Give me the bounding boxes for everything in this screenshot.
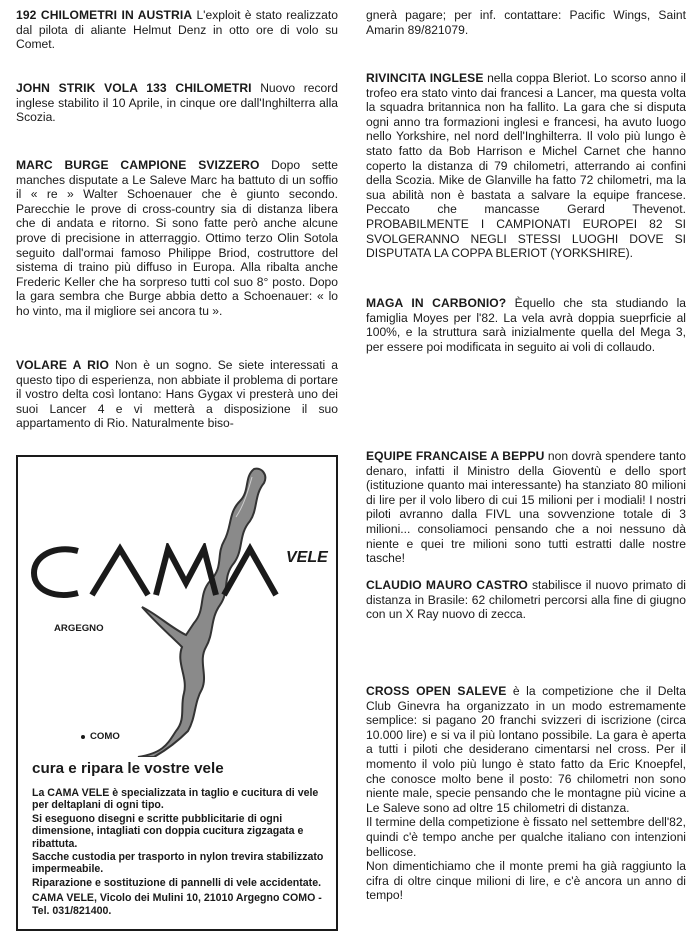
news-text: Il termine della competizione è fissato nel settembre dell'82, quindi c'è tempo anche per qualche italiano con intenzioni bellicose. [366,815,686,859]
news-item [16,158,338,319]
news-item [16,81,338,125]
logo-vele: VELE [286,549,328,566]
news-item [366,449,686,566]
news-item [16,8,338,52]
ad-info-line: Sacche custodia per trasporto in nylon trevira stabilizzato impermeabile. [32,851,324,876]
ad-info-line: Riparazione e sostituzione di pannelli di vele accidentate. [32,876,322,889]
cama-vele-advertisement [16,455,338,931]
news-text: Dopo sette manches disputate a Le Saleve Marc ha battuto di un soffio il « re » Walter Schoenauer che è giunto secondo. Parecchie le prove di cross-country sia di distanza libera che di andata e ritorno. Si sono fatte però anche alcune prove di precisione in atterraggio. Ottimo terzo Olin Sotola seguito dall'ormai famoso Philippe Briod, costruttore del sistema di traino più diffuso in Europa. Alla ribalta anche Frederic Keller che ha sorpreso tutti col suo 8° posto. Dopo la gara sembra che Burge abbia detto a Schoenauer: « lo ho vinto, ma il migliore sei ancora tu ». [16,158,338,318]
news-item [366,578,686,622]
cama-logo [28,543,280,604]
news-text: non dovrà spendere tanto denaro, infatti il Ministro della Gioventù e dello sport (istituzione quanto mai interessante) ha stanziato 80 milioni di lire per il volo libero di cui 15 milioni per i modiali! I nostri piloti avranno dalla FIVL una sovvenzione totale di 3 milioni... consoliamoci pensando che a noi nessuno dà niente e quei tre milioni sono tutti estratti dalle nostre tasche! [366,449,686,566]
news-headline: 192 CHILOMETRI IN AUSTRIA [16,8,193,22]
news-item [366,71,686,261]
news-item [366,296,686,354]
news-headline: CROSS OPEN SALEVE [366,684,507,698]
news-headline: JOHN STRIK VOLA 133 CHILOMETRI [16,81,252,95]
news-item [366,684,686,903]
news-item [16,358,338,431]
news-text: Èquello che sta studiando la famiglia Moyes per l'82. La vela avrà doppia sueprficie al 100%, e la struttura sarà inizialmente quella del Mega 3, per essere poi modificata in seguito ai voli di collaudo. [366,296,686,354]
news-text: Nuovo record inglese stabilito il 10 Aprile, in cinque ore dall'Inghilterra alla Scozia. [16,81,338,125]
news-item [366,8,686,37]
ad-tagline: cura e ripara le vostre vele [32,760,224,777]
cama-wordmark-icon [28,543,280,599]
news-text: nella coppa Bleriot. Lo scorso anno il trofeo era stato vinto dai francesi a Lancer, ma questa volta la squadra britannica non ha fallito. La gara che si disputa ogni anno tra formazioni inglesi e francesi, ha avuto luogo nello Yorkshire, nel nord dell'Inghilterra. Il volo più lungo è stato fatto da Bob Harrison e Michel Carnet che hanno coperto la distanza di 79 chilometri, atterrando ai confini della Scozia. Mike de Glanville ha fatto 72 chilometri, ma la sua abilità non è bastata a salvare la equipe francese. Peccato che mancasse Gerard Thevenot. PROBABILMENTE I CAMPIONATI EUROPEI 82 SI SVOLGERANNO NEGLI STESSI LUOGHI DOVE SI DISPUTATA LA COPPA BLERIOT (YORKSHIRE). [366,71,686,261]
place-argegno: ARGEGNO [54,623,104,634]
ad-address: CAMA VELE, Vicolo dei Mulini 10, 21010 Argegno COMO - Tel. 031/821400. [32,892,322,917]
news-text: stabilisce il nuovo primato di distanza in Brasile: 62 chilometri percorsi alla fine di giugno con un X Ray nuovo di zecca. [366,578,686,622]
news-text: gnerà pagare; per inf. contattare: Pacific Wings, Saint Amarin 89/821079. [366,8,686,37]
place-como: COMO [90,731,120,742]
news-headline: RIVINCITA INGLESE [366,71,484,85]
lake-map-icon [18,457,336,757]
news-text: Non dimentichiamo che il monte premi ha già raggiunto la cifra di oltre cinque milioni di lire, e c'è ancora un anno di tempo! [366,859,686,903]
ad-info-line: La CAMA VELE è specializzata in taglio e cucitura di vele per deltaplani di ogni tipo. [32,787,319,812]
news-headline: MARC BURGE CAMPIONE SVIZZERO [16,158,260,172]
news-headline: MAGA IN CARBONIO? [366,296,507,310]
news-text: Non è un sogno. Se siete interessati a questo tipo di esperienza, non abbiate il problema di portare il vostro delta così lontano: Hans Gygax vi presterà uno dei suoi Lancer 4 e vi metterà a disposizione il suo appartamento di Rio. Naturalmente biso- [16,358,338,431]
ad-info [32,787,328,918]
news-headline: VOLARE A RIO [16,358,109,372]
ad-info-line: Si eseguono disegni e scritte pubblicitarie di ogni dimensione, intagliati con doppia cucitura zigzagata e ribattuta. [32,812,304,850]
news-headline: EQUIPE FRANCAISE A BEPPU [366,449,545,463]
news-text: L'exploit è stato realizzato dal pilota di aliante Helmut Denz in otto ore di volo su Comet. [16,8,338,52]
news-headline: CLAUDIO MAURO CASTRO [366,578,528,592]
news-text: è la competizione che il Delta Club Ginevra ha organizzato in un modo estremamente semplice: si pagano 20 franchi svizzeri di iscrizione (circa 10.000 lire) e si va il più lontano possibile. La gara è aperta a tutti i piloti che desiderano cimentarsi nel cross. Per il momento il volo più lungo è stato fatto da Eric Knoepfel, che conosce molto bene il posto: 76 chilometri non sono niente male, specie pensando che le montagne più vicine a Le Saleve sono ad oltre 15 chilometri di distanza. [366,684,686,815]
